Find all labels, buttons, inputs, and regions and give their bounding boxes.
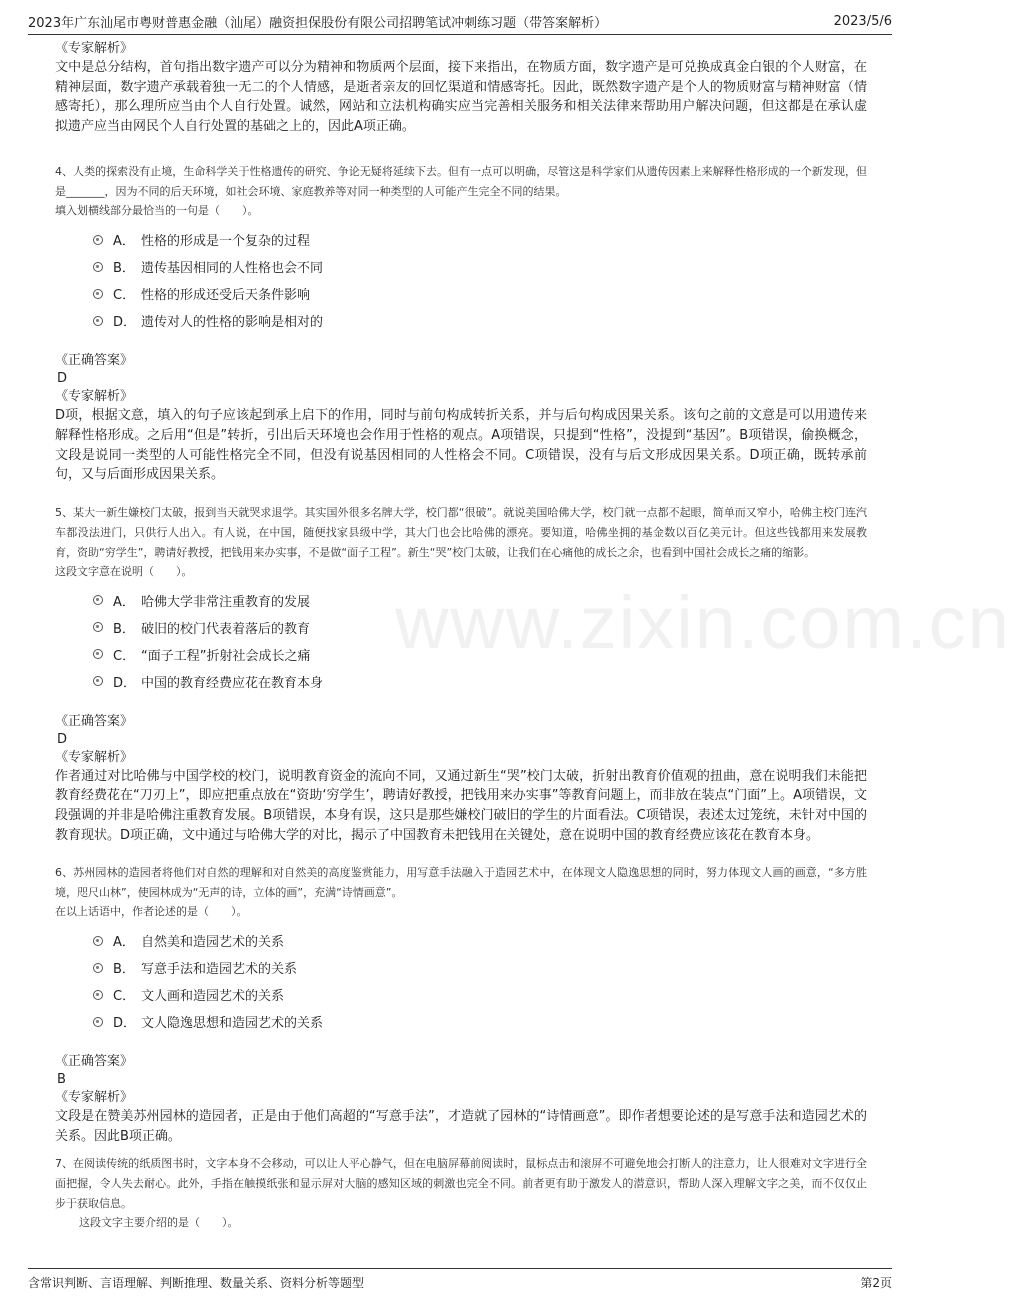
footer-text: 含常识判断、言语理解、判断推理、数量关系、资料分析等题型 (28, 1275, 365, 1290)
radio-icon[interactable] (93, 936, 103, 946)
analysis-text: 作者通过对比哈佛与中国学校的校门，说明教育资金的流向不同，又通过新生“哭”校门太破，折射出教育价值观的扭曲，意在说明我们未能把教育经费花在“刀刃上”，即应把重点放在“资助‘穷学生’，聘请好教授，把钱用来办实事”等教育问题上，而非放在装点“门面”上。A项错误，文段强调的并非是哈佛注重教育发展。B项错误，本身有误，这只是那些嫌校门破旧的学生的片面看法。C项错误，表述太过笼统，未针对中国的教育现状。D项正确，文中通过与哈佛大学的对比，揭示了中国教育未把钱用在关键处，意在说明中国的教育经费应该花在教育本身。 (55, 768, 867, 843)
option-a[interactable]: A． 性格的形成是一个复杂的过程 (93, 226, 867, 253)
radio-icon[interactable] (93, 1017, 103, 1027)
option-c[interactable]: C． 文人画和造园艺术的关系 (93, 981, 867, 1008)
correct-answer-label: 《正确答案》 (55, 1054, 134, 1070)
option-a[interactable]: A． 哈佛大学非常注重教育的发展 (93, 587, 867, 614)
document-title: 2023年广东汕尾市粤财普惠金融（汕尾）融资担保股份有限公司招聘笔试冲刺练习题（带答案解析） (28, 15, 608, 31)
radio-icon[interactable] (93, 990, 103, 1000)
option-b[interactable]: B． 写意手法和造园艺术的关系 (93, 954, 867, 981)
expert-analysis-label: 《专家解析》 (55, 749, 134, 765)
page-number: 第2页 (860, 1275, 892, 1290)
radio-icon[interactable] (93, 963, 103, 973)
radio-icon[interactable] (93, 622, 103, 632)
radio-icon[interactable] (93, 676, 103, 686)
question-stem: 7、在阅读传统的纸质图书时，文字本身不会移动，可以让人平心静气，但在电脑屏幕前阅读时，鼠标点击和滚屏不可避免地会打断人的注意力，让人很难对文字进行全面把握，令人失去耐心。此外，手指在触摸纸张和显示屏对大脑的感知区域的刺激也完全不同。前者更有助于激发人的潜意识，帮助人深入理解文字之美，而不仅仅止步于获取信息。 (55, 1157, 867, 1211)
question-block (55, 162, 867, 484)
question-prompt: 这段文字意在说明（ ）。 (55, 564, 193, 578)
option-d[interactable]: D． 中国的教育经费应花在教育本身 (93, 668, 867, 695)
option-b[interactable]: B． 破旧的校门代表着落后的教育 (93, 614, 867, 641)
radio-icon[interactable] (93, 649, 103, 659)
analysis-text: 文中是总分结构，首句指出数字遗产可以分为精神和物质两个层面，接下来指出，在物质方面，数字遗产是可兑换成真金白银的个人财富，在精神层面，数字遗产承载着独一无二的个人情感，是逝者亲友的回忆渠道和情感寄托。因此，既然数字遗产是个人的物质财富与精神财富（情感寄托），那么理所应当由个人自行处置。诚然，网站和立法机构确实应当完善相关服务和相关法律来帮助用户解决问题，但这都是在承认虚拟遗产应当由网民个人自行处置的基础之上的，因此A项正确。 (55, 60, 867, 134)
correct-answer-value: D (57, 731, 68, 747)
options-list (93, 927, 867, 1035)
header-divider (28, 34, 892, 35)
options-list (93, 587, 867, 695)
expert-analysis-label: 《专家解析》 (55, 41, 134, 56)
question-prompt: 填入划横线部分最恰当的一句是（ ）。 (55, 204, 259, 218)
page-header (28, 10, 892, 32)
option-d[interactable]: D． 遗传对人的性格的影响是相对的 (93, 307, 867, 334)
correct-answer-label: 《正确答案》 (55, 713, 134, 729)
question-stem: 4、人类的探索没有止境，生命科学关于性格遗传的研究、争论无疑将延续下去。但有一点可以明确，尽管这是科学家们从遗传因素上来解释性格形成的一个新发现，但是_______，因为不同的后天环境，如社会环境、家庭教养等对同一种类型的人可能产生完全不同的结果。 (55, 165, 867, 199)
correct-answer-label: 《正确答案》 (55, 353, 134, 369)
radio-icon[interactable] (93, 235, 103, 245)
watermark: www.zixin.com.cn (395, 581, 1011, 664)
option-c[interactable]: C． “面子工程”折射社会成长之痛 (93, 641, 867, 668)
footer-divider (28, 1268, 892, 1269)
radio-icon[interactable] (93, 316, 103, 326)
expert-analysis-label: 《专家解析》 (55, 1090, 134, 1106)
option-d[interactable]: D． 文人隐逸思想和造园艺术的关系 (93, 1008, 867, 1035)
question-prompt: 这段文字主要介绍的是（ ）。 (79, 1216, 239, 1230)
options-list (93, 226, 867, 334)
document-date: 2023/5/6 (833, 13, 892, 29)
radio-icon[interactable] (93, 262, 103, 272)
correct-answer-value: B (57, 1072, 66, 1088)
option-b[interactable]: B． 遗传基因相同的人性格也会不同 (93, 253, 867, 280)
radio-icon[interactable] (93, 289, 103, 299)
question-prompt: 在以上话语中，作者论述的是（ ）。 (55, 905, 248, 919)
question-block (55, 1154, 867, 1232)
question-stem: 6、苏州园林的造园者将他们对自然的理解和对自然美的高度鉴赏能力，用写意手法融入于造园艺术中，在体现文人隐逸思想的同时，努力体现文人画的画意，“多方胜境，咫尺山林”，使园林成为“无声的诗，立体的画”，充满“诗情画意”。 (55, 866, 867, 900)
radio-icon[interactable] (93, 595, 103, 605)
question-block (55, 863, 867, 1146)
correct-answer-value: D (57, 371, 68, 387)
question-block (55, 503, 867, 845)
page-footer (28, 1272, 892, 1292)
document-body (55, 40, 867, 1232)
question-stem: 5、某大一新生嫌校门太破，报到当天就哭求退学。其实国外很多名牌大学，校门都“很破”。就说美国哈佛大学，校门就一点都不起眼，简单而又窄小，哈佛主校门连汽车都没法进门，只供行人出入。有人说，在中国，随便找家县级中学，其大门也会比哈佛的漂亮。要知道，哈佛坐拥的基金数以百亿美元计。但这些钱都用来发展教育，资助“穷学生”，聘请好教授，把钱用来办实事，不是做“面子工程”。新生“哭”校门太破，让我们在心痛他的成长之余，也看到中国社会成长之痛的缩影。 (55, 505, 867, 559)
option-a[interactable]: A． 自然美和造园艺术的关系 (93, 927, 867, 954)
analysis-text: D项，根据文意，填入的句子应该起到承上启下的作用，同时与前句构成转折关系，并与后句构成因果关系。该句之前的文意是可以用遗传来解释性格形成。之后用“但是”转折，引出后天环境也会作用于性格的观点。A项错误，只提到“性格”，没提到“基因”。B项错误，偷换概念，文段是说同一类型的人可能性格完全不同，但没有说基因相同的人性格会不同。C项错误，没有与后文形成因果关系。D项正确，既转承前句，又与后面形成因果关系。 (55, 408, 867, 483)
analysis-text: 文段是在赞美苏州园林的造园者，正是由于他们高超的“写意手法”，才造就了园林的“诗情画意”。即作者想要论述的是写意手法和造园艺术的关系。因此B项正确。 (55, 1109, 867, 1144)
expert-analysis-label: 《专家解析》 (55, 389, 134, 405)
option-c[interactable]: C． 性格的形成还受后天条件影响 (93, 280, 867, 307)
